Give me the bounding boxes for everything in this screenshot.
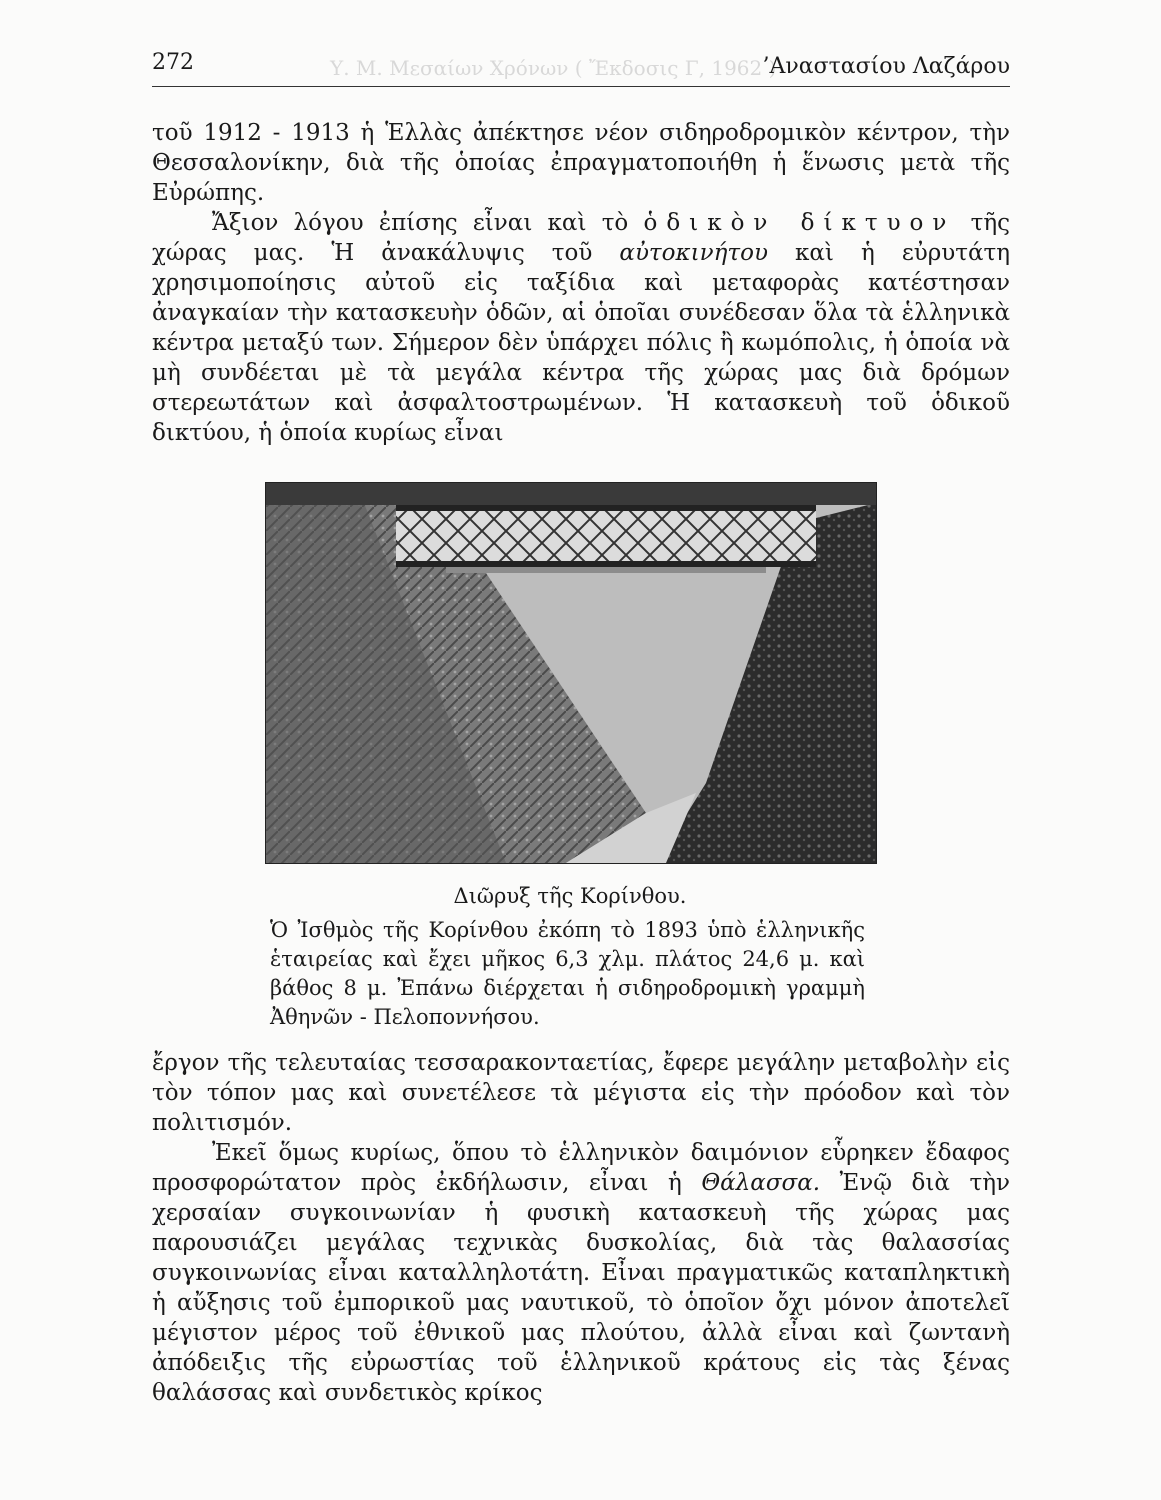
paragraph <box>152 1138 1010 1408</box>
text-run: καὶ ἡ εὐρυτάτη χρησιμοποίησις αὐτοῦ εἰς ταξίδια καὶ μεταφορὰς κατέστησαν ἀναγκαίαν τὴν κατασκευὴν ὁδῶν, αἱ ὁποῖαι συνέδεσαν ὅλα τὰ ἑλληνικὰ κέντρα μεταξύ των. Σήμερον δὲν ὑπάρχει πόλις ἢ κωμόπολις, ἡ ὁποία νὰ μὴ συνδέεται μὲ τὰ μεγάλα κέντρα τῆς χώρας μας διὰ δρόμων στερεωτάτων καὶ ἀσφαλτοστρωμένων. Ἡ κατασκευὴ τοῦ ὁδικοῦ δικτύου, ἡ ὁποία κυρίως εἶναι <box>152 240 1010 446</box>
page-number: 272 <box>152 50 194 75</box>
paragraph: ἔργον τῆς τελευταίας τεσσαρακονταετίας, ἔφερε μεγάλην μεταβολὴν εἰς τὸν τόπον μας καὶ συνετέλεσε τὰ μέγιστα εἰς τὴν πρόοδον καὶ τὸν πολιτισμόν. <box>152 1050 1010 1136</box>
text-run: Ἐνῷ διὰ τὴν χερσαίαν συγκοινωνίαν ἡ φυσικὴ κατασκευὴ τῆς χώρας μας παρουσιάζει μεγάλας τεχνικὰς δυσκολίας, διὰ τὰς θαλασσίας συγκοινωνίας εἶναι καταλληλοτάτη. Εἶναι πραγματικῶς καταπληκτικὴ ἡ αὔξησις τοῦ ἐμπορικοῦ μας ναυτικοῦ, τὸ ὁποῖον ὄχι μόνον ἀποτελεῖ μέγιστον μέρος τοῦ ἐθνικοῦ μας πλούτου, ἀλλὰ εἶναι καὶ ζωντανὴ ἀπόδειξις τῆς εὐρωστίας τοῦ ἑλληνικοῦ κράτους εἰς τὰς ξένας θαλάσσας καὶ συνδετικὸς κρίκος <box>152 1170 1010 1406</box>
photo-illustration <box>266 483 876 863</box>
paragraph: τοῦ 1912 - 1913 ἡ Ἑλλὰς ἀπέκτησε νέον σιδηροδρομικὸν κέντρον, τὴν Θεσσαλονίκην, διὰ τῆς ὁποίας ἐπραγματοποιήθη ἡ ἕνωσις μετὰ τῆς Εὐρώπης. <box>152 120 1010 206</box>
caption-paragraph: Ὁ Ἰσθμὸς τῆς Κορίνθου ἐκόπη τὸ 1893 ὑπὸ ἑλληνικῆς ἑταιρείας καὶ ἔχει μῆκος 6,3 χλμ. πλάτος 24,6 μ. καὶ βάθος 8 μ. Ἐπάνω διέρχεται ἡ σιδηροδρομικὴ γραμμὴ Ἀθηνῶν - Πελοποννήσου. <box>270 918 865 1029</box>
spaced-emphasis: ὁδικὸν δίκτυον <box>643 210 956 236</box>
text-run: Ἐκεῖ ὅμως κυρίως, ὅπου τὸ ἑλληνικὸν δαιμόνιον εὗρηκεν ἔδαφος προσφορώτατον πρὸς ἐκδήλωσιν, εἶναι ἡ <box>152 1140 1010 1196</box>
figure-caption-title: Διῶρυξ τῆς Κορίνθου. <box>453 884 687 908</box>
italic-emphasis: αὐτοκινήτου <box>619 240 768 266</box>
paragraph <box>152 208 1010 448</box>
text-run: Ἄξιον λόγου ἐπίσης εἶναι καὶ τὸ <box>212 210 644 236</box>
top-text-block <box>152 118 1010 448</box>
text-run: τῆς χώρας μας. Ἡ ἀνακάλυψις τοῦ <box>152 210 1010 266</box>
page-header <box>152 46 1010 87</box>
running-head: ’Αναστασίου Λαζάρου <box>762 54 1010 79</box>
corinth-canal-photo <box>265 482 877 864</box>
italic-emphasis: Θάλασσα. <box>701 1170 821 1196</box>
figure-caption-body <box>270 916 865 1032</box>
bottom-text-block <box>152 1048 1010 1408</box>
bleed-through-text: Υ. Μ. Μεσαίων Χρόνων ( Ἔκδοσις Γ, 1962 ) <box>330 56 777 80</box>
